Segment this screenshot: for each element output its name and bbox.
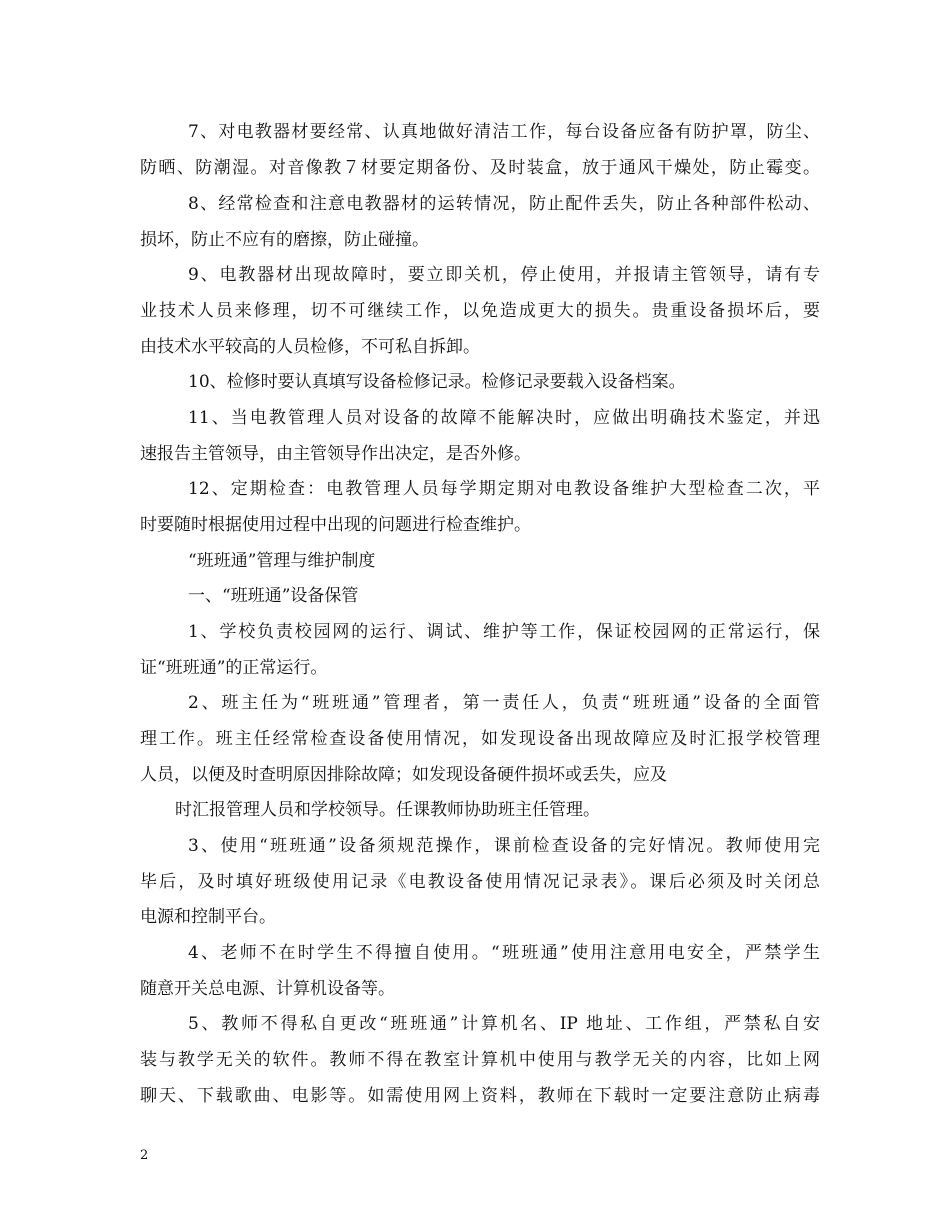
text-line: 10、检修时要认真填写设备检修记录。检修记录要载入设备档案。 xyxy=(188,372,686,392)
text-line: 聊天、下载歌曲、电影等。如需使用网上资料，教师在下载时一定要注意防止病毒 xyxy=(140,1086,820,1106)
text-line: 时要随时根据使用过程中出现的问题进行检查维护。 xyxy=(140,515,531,535)
section-subheading: 一、“班班通”设备保管 xyxy=(188,586,359,606)
text-line: 人员，以便及时查明原因排除故障；如发现设备硬件损坏或丢失，应及 xyxy=(140,765,667,785)
text-line: 2、班主任为“班班通”管理者，第一责任人，负责“班班通”设备的全面管 xyxy=(188,693,820,713)
text-line: 7、对电教器材要经常、认真地做好清洁工作，每台设备应备有防护罩，防尘、 xyxy=(188,122,820,142)
text-line: 毕后，及时填好班级使用记录《电教设备使用情况记录表》。课后必须及时关闭总 xyxy=(140,872,820,892)
text-line: 损坏，防止不应有的磨擦，防止碰撞。 xyxy=(140,230,429,250)
text-line: 由技术水平较高的人员检修，不可私自拆卸。 xyxy=(140,337,480,357)
text-line: 证“班班通”的正常运行。 xyxy=(140,658,328,678)
text-line: 3、使用“班班通”设备须规范操作，课前检查设备的完好情况。教师使用完 xyxy=(188,836,820,856)
text-line: 11、当电教管理人员对设备的故障不能解决时，应做出明确技术鉴定，并迅 xyxy=(188,408,820,428)
text-line: 时汇报管理人员和学校领导。任课教师协助班主任管理。 xyxy=(175,800,600,820)
text-line: 防晒、防潮湿。对音像教７材要定期备份、及时装盒，放于通风干燥处，防止霉变。 xyxy=(140,158,820,178)
text-line: 理工作。班主任经常检查设备使用情况，如发现设备出现故障应及时汇报学校管理 xyxy=(140,729,820,749)
text-line: 业技术人员来修理，切不可继续工作，以免造成更大的损失。贵重设备损坏后，要 xyxy=(140,301,820,321)
section-heading: “班班通”管理与维护制度 xyxy=(188,551,376,571)
text-line: 电源和控制平台。 xyxy=(140,907,276,927)
text-line: 随意开关总电源、计算机设备等。 xyxy=(140,979,395,999)
text-line: 1、学校负责校园网的运行、调试、维护等工作，保证校园网的正常运行，保 xyxy=(188,622,820,642)
text-line: 9、电教器材出现故障时，要立即关机，停止使用，并报请主管领导，请有专 xyxy=(188,265,820,285)
page-number: 2 xyxy=(140,1148,149,1163)
text-line: 速报告主管领导，由主管领导作出决定，是否外修。 xyxy=(140,444,531,464)
text-line: 5、教师不得私自更改“班班通”计算机名、IP 地址、工作组，严禁私自安 xyxy=(188,1014,820,1034)
text-line: 12、定期检查：电教管理人员每学期定期对电教设备维护大型检查二次，平 xyxy=(188,479,820,499)
text-line: 4、老师不在时学生不得擅自使用。“班班通”使用注意用电安全，严禁学生 xyxy=(188,943,820,963)
text-line: 8、经常检查和注意电教器材的运转情况，防止配件丢失，防止各种部件松动、 xyxy=(188,194,820,214)
text-line: 装与教学无关的软件。教师不得在教室计算机中使用与教学无关的内容，比如上网 xyxy=(140,1050,820,1070)
